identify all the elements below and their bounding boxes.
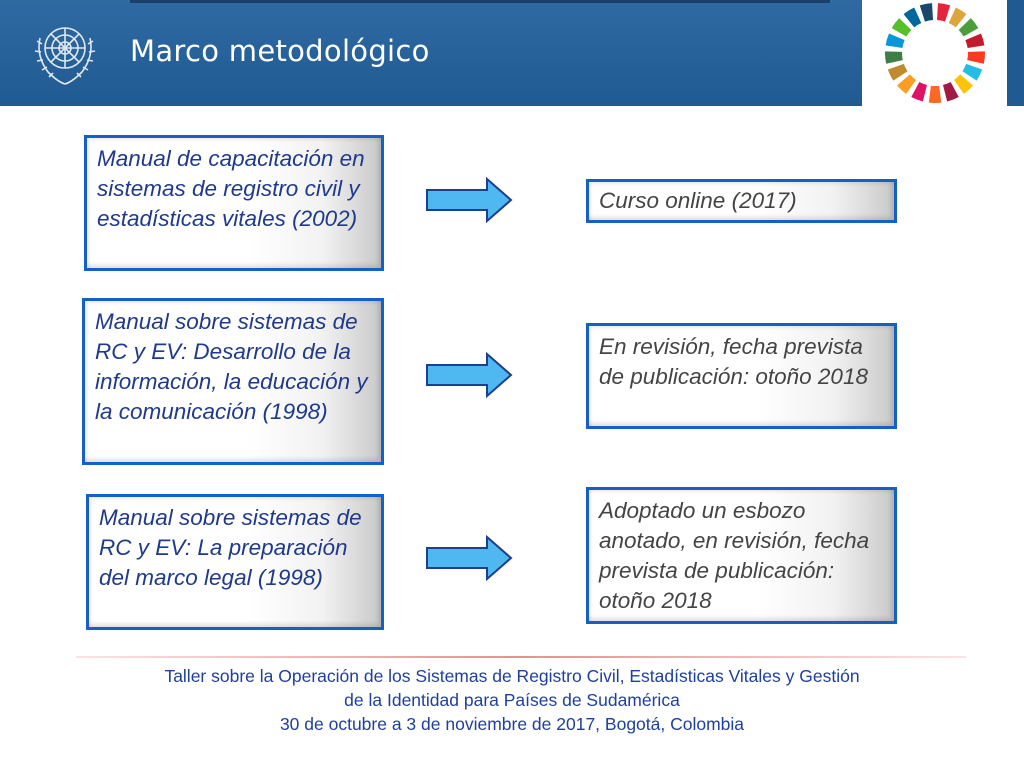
right-arrow-icon — [425, 352, 513, 398]
status-box-2 — [586, 323, 897, 429]
sdg-wheel-segment — [943, 82, 959, 101]
header-right-strip — [1007, 0, 1024, 106]
manual-box-1 — [84, 135, 384, 271]
sdg-wheel-segment — [965, 33, 984, 48]
right-arrow-icon — [425, 177, 513, 223]
page-title: Marco metodológico — [130, 34, 430, 68]
sdg-wheel-segment — [954, 74, 973, 93]
sdg-wheel-segment — [959, 18, 979, 36]
sdg-wheel-segment — [911, 82, 927, 101]
right-arrow-icon — [425, 535, 513, 581]
sdg-wheel-segment — [886, 33, 905, 48]
status-text-1: Curso online (2017) — [599, 188, 797, 213]
sdg-wheel-segment — [897, 74, 916, 93]
manual-text-3: Manual sobre sistemas de RC y EV: La preparación del marco legal (1998) — [99, 505, 362, 590]
sdg-wheel-segment — [920, 3, 933, 21]
header-bar — [0, 0, 1024, 106]
sdg-wheel-segment — [929, 86, 941, 103]
status-box-3 — [586, 487, 897, 624]
sdg-wheel-segment — [937, 3, 950, 21]
manual-text-1: Manual de capacitación en sistemas de registro civil y estadísticas vitales (2002) — [97, 146, 365, 231]
status-text-2: En revisión, fecha prevista de publicación: otoño 2018 — [599, 334, 868, 389]
sdg-wheel-segment — [888, 64, 908, 81]
sdg-wheel-segment — [962, 64, 982, 81]
un-emblem-icon — [32, 16, 98, 88]
manual-text-2: Manual sobre sistemas de RC y EV: Desarrollo de la información, la educación y la comunicación (1998) — [95, 309, 368, 424]
footer-line-1: Taller sobre la Operación de los Sistemas de Registro Civil, Estadísticas Vitales y Gestión — [164, 666, 860, 686]
manual-box-2 — [82, 298, 384, 465]
footer-divider — [76, 656, 966, 658]
status-text-3: Adoptado un esbozo anotado, en revisión, fecha prevista de publicación: otoño 2018 — [599, 498, 870, 613]
sdg-wheel-segment — [885, 51, 903, 63]
footer-line-2: de la Identidad para Países de Sudamérica — [344, 690, 680, 710]
manual-box-3 — [86, 494, 384, 630]
sdg-wheel-segment — [904, 8, 922, 28]
sdg-wheel-icon — [876, 0, 994, 106]
sdg-wheel-segment — [967, 51, 985, 63]
sdg-logo-panel — [862, 0, 1007, 106]
status-box-1 — [586, 179, 897, 223]
sdg-wheel-segment — [949, 8, 967, 28]
footer-line-3: 30 de octubre a 3 de noviembre de 2017, Bogotá, Colombia — [279, 714, 745, 734]
header-top-line — [130, 0, 830, 3]
footer — [0, 664, 1024, 736]
sdg-wheel-segment — [892, 18, 912, 36]
